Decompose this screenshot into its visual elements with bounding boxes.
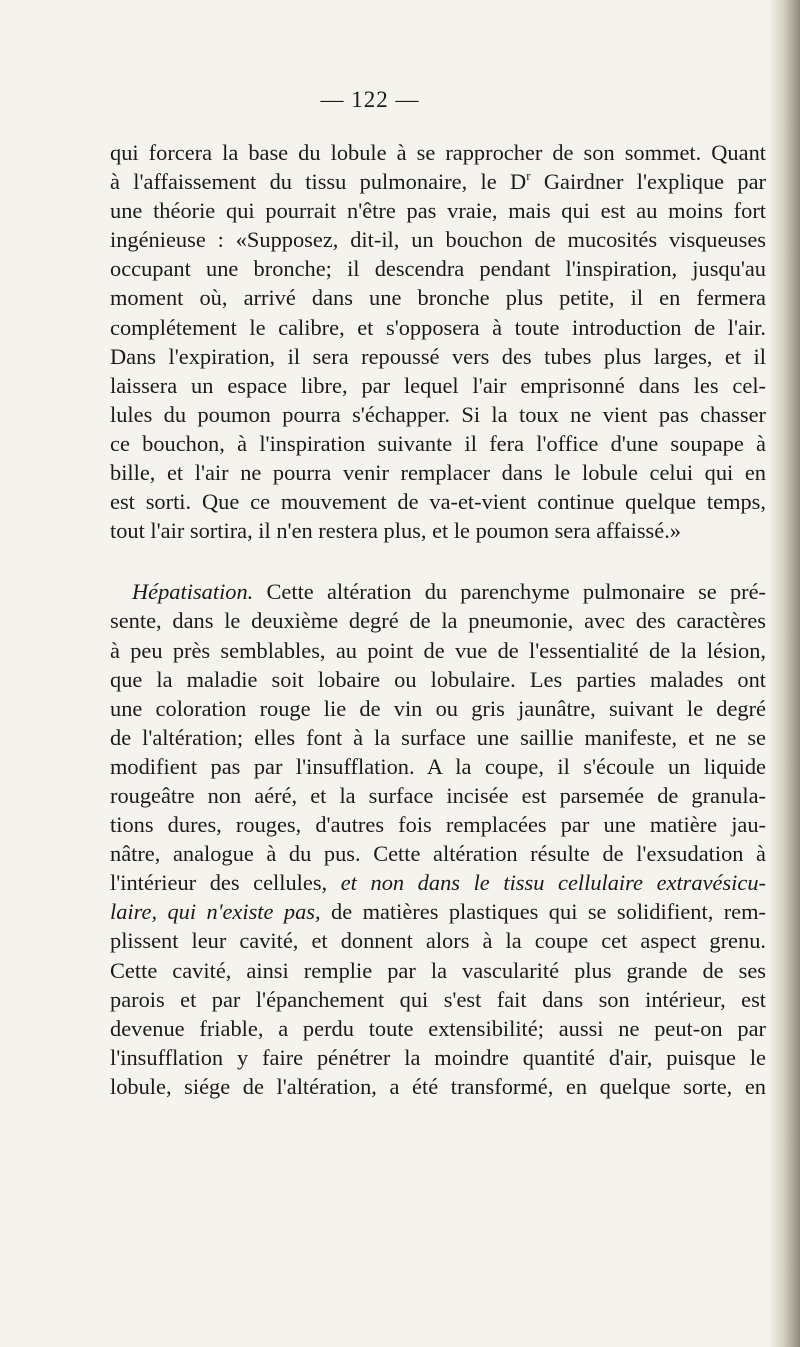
text-line: devenue friable, a perdu toute extensibilité; aussi ne peut-on par xyxy=(110,1015,766,1041)
text-line xyxy=(110,167,766,196)
text-line-part: de matières plastiques qui se solidifient, rem- xyxy=(320,899,766,925)
text-line-part: Cette altération du parenchyme pulmonaire se pré- xyxy=(253,579,766,605)
text-line: tions dures, rouges, d'autres fois remplacées par une matière jau- xyxy=(110,812,766,838)
text-line: occupant une bronche; il descendra pendant l'inspiration, jusqu'au xyxy=(110,256,766,282)
text-line: Cette cavité, ainsi remplie par la vascularité plus grande de ses xyxy=(110,957,766,983)
text-line: est sorti. Que ce mouvement de va-et-vient continue quelque temps, xyxy=(110,489,766,515)
text-line: complétement le calibre, et s'opposera à toute introduction de l'air. xyxy=(110,314,766,340)
text-line: Dans l'expiration, il sera repoussé vers des tubes plus larges, et il xyxy=(110,343,766,369)
text-line: nâtre, analogue à du pus. Cette altération résulte de l'exsudation à xyxy=(110,841,766,867)
italic-phrase: et non dans le tissu cellulaire extravésicu- xyxy=(340,870,766,896)
text-line: laissera un espace libre, par lequel l'air emprisonné dans les cel- xyxy=(110,372,766,398)
text-line: une coloration rouge lie de vin ou gris jaunâtre, suivant le degré xyxy=(110,695,766,721)
text-line: lobule, siége de l'altération, a été transformé, en quelque sorte, en xyxy=(110,1073,766,1099)
text-line: plissent leur cavité, et donnent alors à la coupe cet aspect grenu. xyxy=(110,928,766,954)
section-heading: Hépatisation. xyxy=(132,579,254,605)
text-line: que la maladie soit lobaire ou lobulaire. Les parties malades ont xyxy=(110,666,766,692)
text-line-part: l'intérieur des cellules, xyxy=(110,870,341,896)
text-line xyxy=(110,897,766,926)
text-line: sente, dans le deuxième degré de la pneumonie, avec des caractères xyxy=(110,608,766,634)
text-line: qui forcera la base du lobule à se rapprocher de son sommet. Quant xyxy=(110,140,766,165)
text-line: rougeâtre non aéré, et la surface incisée est parsemée de granula- xyxy=(110,782,766,808)
page-number: — 122 — xyxy=(320,87,420,112)
text-line: ingénieuse : «Supposez, dit-il, un bouchon de mucosités visqueuses xyxy=(110,227,766,253)
text-line: modifient pas par l'insufflation. A la coupe, il s'écoule un liquide xyxy=(110,753,766,779)
text-line-part: à l'affaissement du tissu pulmonaire, le D xyxy=(110,169,527,195)
italic-phrase: laire, qui n'existe pas, xyxy=(110,899,321,925)
text-line: l'insufflation y faire pénétrer la moindre quantité d'air, puisque le xyxy=(110,1044,766,1070)
paragraph-hepatisation xyxy=(110,577,766,1101)
superscript-r: r xyxy=(526,168,531,184)
text-line xyxy=(110,577,766,606)
text-line xyxy=(110,868,766,897)
text-line: lules du poumon pourra s'échapper. Si la toux ne vient pas chasser xyxy=(110,401,766,427)
text-line: à peu près semblables, au point de vue de l'essentialité de la lésion, xyxy=(110,637,766,663)
text-line-part: Gairdner l'explique par xyxy=(530,169,766,195)
page-edge-shadow xyxy=(768,0,800,1347)
text-line: parois et par l'épanchement qui s'est fait dans son intérieur, est xyxy=(110,986,766,1012)
text-line: de l'altération; elles font à la surface une saillie manifeste, et ne se xyxy=(110,724,766,750)
text-line: tout l'air sortira, il n'en restera plus, et le poumon sera affaissé.» xyxy=(110,518,681,544)
paragraph-airway-collapse xyxy=(110,138,766,545)
text-line: ce bouchon, à l'inspiration suivante il fera l'office d'une soupape à xyxy=(110,430,766,456)
text-line: bille, et l'air ne pourra venir remplacer dans le lobule celui qui en xyxy=(110,460,766,486)
text-line: moment où, arrivé dans une bronche plus petite, il en fermera xyxy=(110,285,766,311)
text-line: une théorie qui pourrait n'être pas vraie, mais qui est au moins fort xyxy=(110,198,766,224)
body-text xyxy=(110,138,766,1101)
